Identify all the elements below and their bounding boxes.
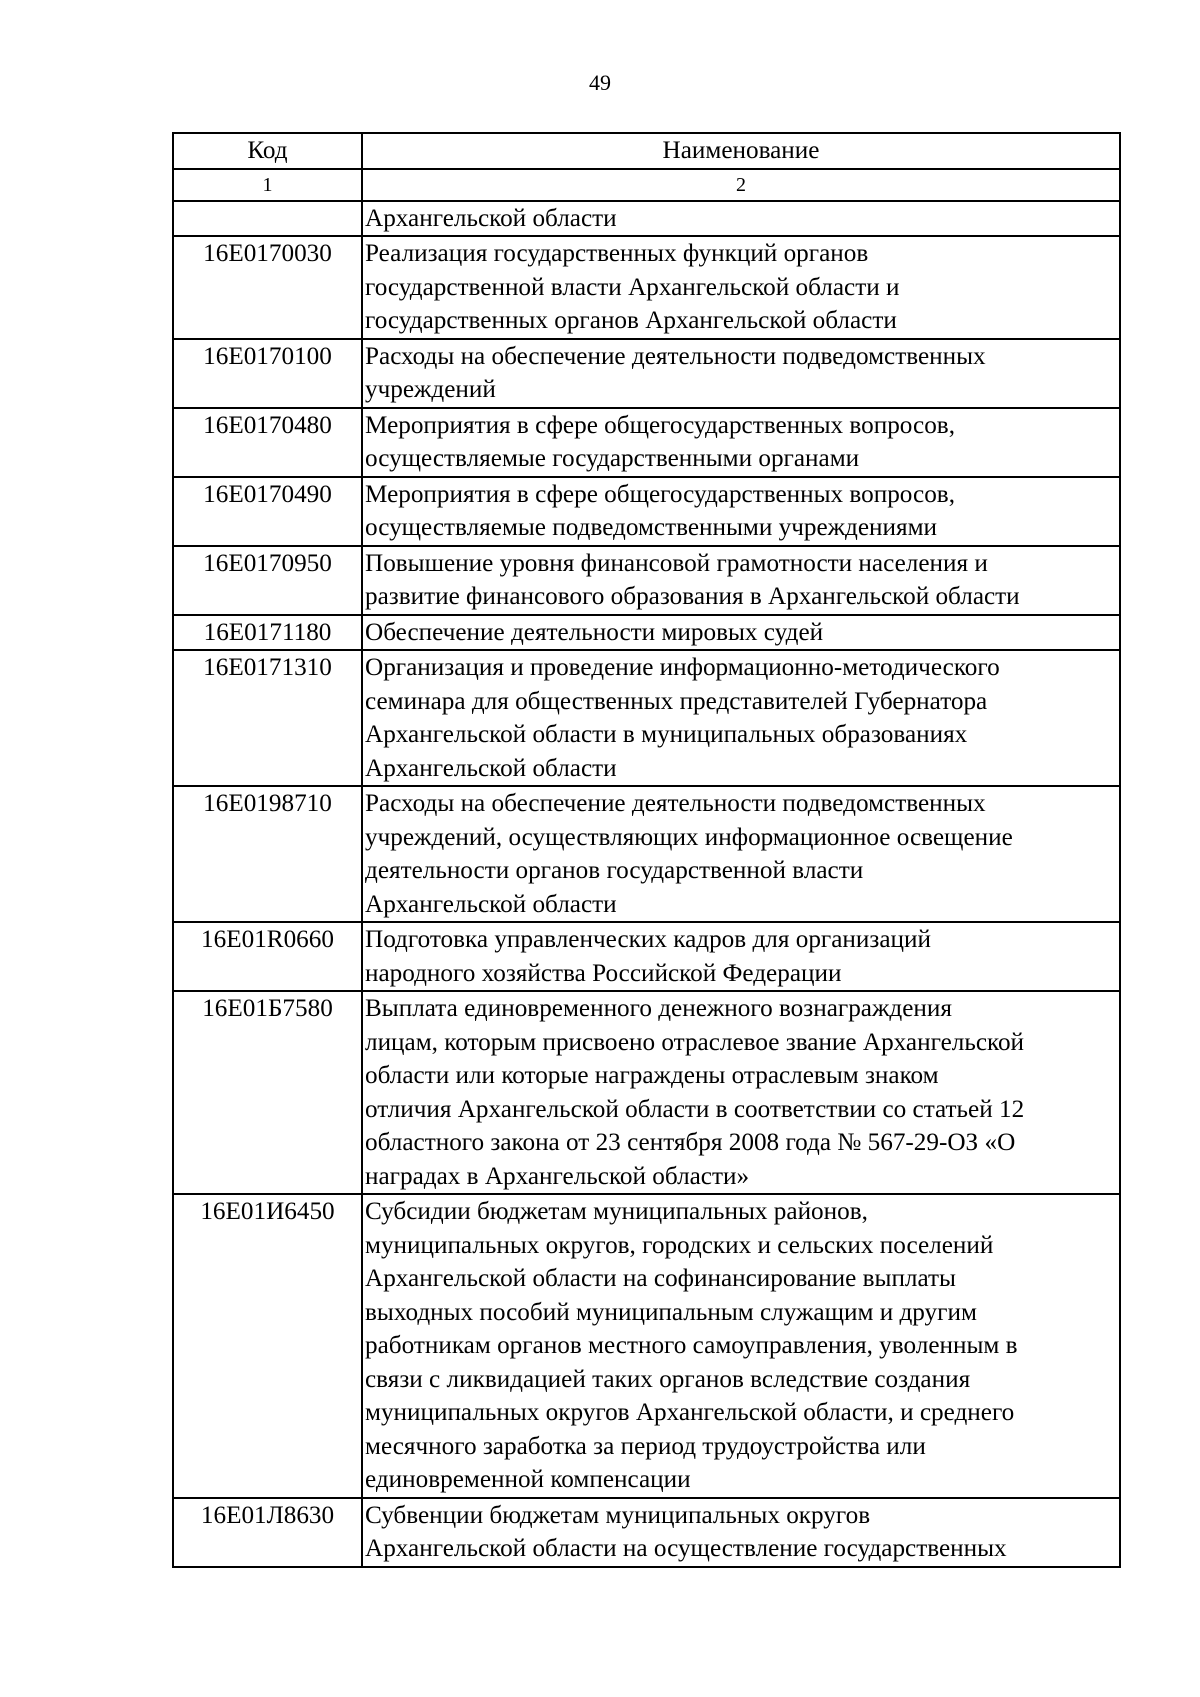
- row-code: 16Е0170950: [173, 546, 362, 615]
- table-row: [173, 1194, 1120, 1498]
- table-row: [173, 991, 1120, 1194]
- row-name-line: муниципальных округов, городских и сельских поселений: [365, 1231, 994, 1259]
- row-name-line: государственных органов Архангельской области: [365, 307, 897, 334]
- row-name-line: учреждений: [365, 376, 496, 403]
- table-row: [173, 615, 1120, 651]
- row-name: [362, 408, 1120, 477]
- row-name-line: работникам органов местного самоуправления, уволенным в: [365, 1332, 1018, 1359]
- row-name-line: Субсидии бюджетам муниципальных районов,: [365, 1198, 868, 1225]
- row-code: 16Е01R0660: [173, 922, 362, 991]
- row-name: [362, 786, 1120, 922]
- row-name-line: Архангельской области: [365, 204, 617, 232]
- column-number-1: 1: [173, 169, 362, 201]
- row-name-line: муниципальных округов Архангельской области, и среднего: [365, 1399, 1015, 1426]
- row-name: [362, 201, 1120, 237]
- row-name: [362, 236, 1120, 339]
- row-name-line: Выплата единовременного денежного вознаграждения: [365, 995, 952, 1022]
- row-name-line: Реализация государственных функций органов: [365, 240, 869, 267]
- table-row: [173, 236, 1120, 339]
- row-code: 16Е0171180: [173, 615, 362, 651]
- row-name-line: учреждений, осуществляющих информационное освещение: [365, 823, 1013, 851]
- row-name-line: области или которые награждены отраслевым знаком: [365, 1062, 939, 1089]
- row-name: [362, 650, 1120, 786]
- header-name: Наименование: [362, 133, 1120, 169]
- table-row: [173, 650, 1120, 786]
- row-name-line: областного закона от 23 сентября 2008 года № 567-29-ОЗ «О: [365, 1129, 1016, 1156]
- column-number-2: 2: [362, 169, 1120, 201]
- row-code: 16Е0170490: [173, 477, 362, 546]
- header-row: [173, 133, 1120, 169]
- row-name-line: Расходы на обеспечение деятельности подведомственных: [365, 790, 986, 817]
- table-row: [173, 1498, 1120, 1567]
- row-code: 16Е01Л8630: [173, 1498, 362, 1567]
- row-code: 16Е0198710: [173, 786, 362, 922]
- row-name-line: Архангельской области на софинансирование выплаты: [365, 1265, 956, 1292]
- row-name-line: выходных пособий муниципальным служащим и другим: [365, 1298, 977, 1326]
- row-name: [362, 339, 1120, 408]
- row-name: [362, 546, 1120, 615]
- row-name-line: наградах в Архангельской области»: [365, 1162, 750, 1190]
- row-code: 16Е01И6450: [173, 1194, 362, 1498]
- row-name-line: Архангельской области: [365, 754, 617, 782]
- row-name-line: Мероприятия в сфере общегосударственных вопросов,: [365, 411, 955, 439]
- table-row: [173, 477, 1120, 546]
- row-name-line: Повышение уровня финансовой грамотности населения и: [365, 549, 988, 577]
- header-code: Код: [173, 133, 362, 169]
- row-name-line: отличия Архангельской области в соответствии со статьей 12: [365, 1095, 1025, 1123]
- table-row: [173, 546, 1120, 615]
- table-row: [173, 786, 1120, 922]
- row-code: 16Е01Б7580: [173, 991, 362, 1194]
- row-name: [362, 922, 1120, 991]
- row-name: [362, 615, 1120, 651]
- row-name-line: Обеспечение деятельности мировых судей: [365, 618, 824, 646]
- table-row: [173, 201, 1120, 237]
- row-name-line: осуществляемые государственными органами: [365, 445, 860, 472]
- row-name: [362, 991, 1120, 1194]
- budget-code-table: [172, 132, 1121, 1568]
- row-name: [362, 1498, 1120, 1567]
- row-name-line: Архангельской области: [365, 890, 617, 918]
- row-code: 16Е0170030: [173, 236, 362, 339]
- row-name-line: Расходы на обеспечение деятельности подведомственных: [365, 342, 986, 370]
- row-name-line: месячного заработка за период трудоустройства или: [365, 1432, 926, 1460]
- table-row: [173, 408, 1120, 477]
- row-code: 16Е0170100: [173, 339, 362, 408]
- row-code: 16Е0171310: [173, 650, 362, 786]
- table-row: [173, 922, 1120, 991]
- row-name-line: деятельности органов государственной власти: [365, 857, 864, 884]
- row-code: [173, 201, 362, 237]
- page-number: 49: [589, 70, 611, 95]
- table-body: [173, 201, 1120, 1567]
- row-name-line: осуществляемые подведомственными учреждениями: [365, 514, 938, 541]
- column-number-row: [173, 169, 1120, 201]
- row-name-line: единовременной компенсации: [365, 1466, 691, 1493]
- row-name-line: народного хозяйства Российской Федерации: [365, 959, 842, 987]
- row-name-line: Организация и проведение информационно-методического: [365, 654, 1000, 681]
- row-name-line: связи с ликвидацией таких органов вследствие создания: [365, 1365, 971, 1393]
- row-name: [362, 1194, 1120, 1498]
- row-name-line: Мероприятия в сфере общегосударственных вопросов,: [365, 480, 955, 508]
- row-name-line: Подготовка управленческих кадров для организаций: [365, 926, 931, 953]
- table-header: [173, 133, 1120, 201]
- row-code: 16Е0170480: [173, 408, 362, 477]
- row-name-line: государственной власти Архангельской области и: [365, 273, 900, 301]
- row-name-line: семинара для общественных представителей Губернатора: [365, 687, 988, 715]
- row-name-line: Архангельской области на осуществление государственных: [365, 1535, 1007, 1562]
- row-name-line: Субвенции бюджетам муниципальных округов: [365, 1501, 871, 1529]
- row-name-line: развитие финансового образования в Архангельской области: [365, 583, 1020, 610]
- row-name-line: Архангельской области в муниципальных образованиях: [365, 721, 968, 748]
- table-row: [173, 339, 1120, 408]
- row-name: [362, 477, 1120, 546]
- row-name-line: лицам, которым присвоено отраслевое звание Архангельской: [365, 1028, 1025, 1056]
